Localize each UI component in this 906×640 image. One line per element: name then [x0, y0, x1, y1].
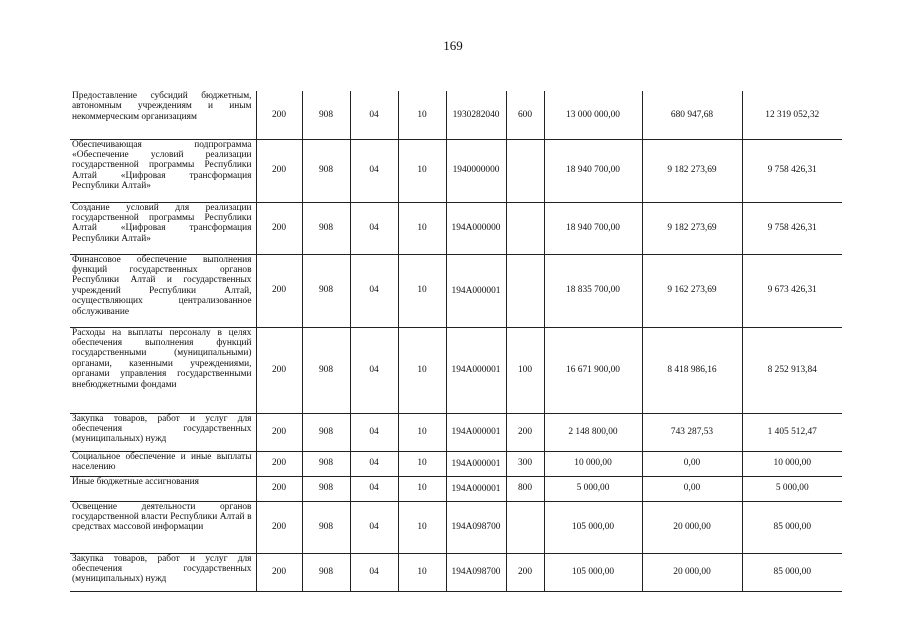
- table-row: [70, 476, 842, 501]
- cell-sum-1: 18 835 700,00: [544, 254, 642, 327]
- cell-vr: 200: [506, 413, 544, 451]
- table-row: [70, 254, 842, 327]
- cell-pr: 10: [398, 91, 446, 139]
- cell-sum-3: 9 673 426,31: [742, 254, 842, 327]
- cell-sum-1: 18 940 700,00: [544, 202, 642, 254]
- page-number: 169: [443, 38, 463, 53]
- cell-vr: 200: [506, 553, 544, 591]
- cell-sum-2: 20 000,00: [642, 501, 742, 553]
- cell-rz: 04: [350, 91, 398, 139]
- cell-vr: 800: [506, 476, 544, 501]
- cell-pr: 10: [398, 254, 446, 327]
- cell-sum-3: 9 758 426,31: [742, 139, 842, 202]
- cell-sum-2: 0,00: [642, 476, 742, 501]
- table-row: [70, 91, 842, 139]
- cell-sum-1: 105 000,00: [544, 501, 642, 553]
- cell-pr: 10: [398, 413, 446, 451]
- cell-sum-1: 105 000,00: [544, 553, 642, 591]
- cell-vr: 300: [506, 451, 544, 476]
- cell-rz: 04: [350, 254, 398, 327]
- cell-vr: [506, 501, 544, 553]
- cell-sum-3: 9 758 426,31: [742, 202, 842, 254]
- row-name: Иные бюджетные ассигнования: [70, 476, 256, 501]
- row-name: Создание условий для реализации государственной программы Республики Алтай «Цифровая трансформация Республики Алтай»: [70, 202, 256, 254]
- cell-csr: 194A000001: [446, 254, 506, 327]
- row-name: Предоставление субсидий бюджетным, автономным учреждениям и иным некоммерческим организациям: [70, 91, 256, 139]
- cell-gr: 908: [302, 91, 350, 139]
- row-name: Расходы на выплаты персоналу в целях обеспечения выполнения функций государственными (муниципальными) органами, казенными учреждениями, органами управления государственными внебюджетными фондами: [70, 327, 256, 413]
- cell-gr: 908: [302, 254, 350, 327]
- cell-pr: 10: [398, 451, 446, 476]
- cell-rz: 04: [350, 553, 398, 591]
- cell-admin: 200: [256, 254, 302, 327]
- row-name: Социальное обеспечение и иные выплаты населению: [70, 451, 256, 476]
- table-row: [70, 413, 842, 451]
- cell-rz: 04: [350, 501, 398, 553]
- cell-sum-1: 13 000 000,00: [544, 91, 642, 139]
- row-name: Закупка товаров, работ и услуг для обеспечения государственных (муниципальных) нужд: [70, 413, 256, 451]
- cell-admin: 200: [256, 327, 302, 413]
- cell-sum-3: 1 405 512,47: [742, 413, 842, 451]
- cell-sum-3: 5 000,00: [742, 476, 842, 501]
- cell-gr: 908: [302, 476, 350, 501]
- cell-sum-1: 10 000,00: [544, 451, 642, 476]
- cell-vr: 100: [506, 327, 544, 413]
- cell-csr: 194A098700: [446, 553, 506, 591]
- row-name: Финансовое обеспечение выполнения функций государственных органов Республики Алтай и государственных учреждений Республики Алтай, осуществляющих централизованное обслуживание: [70, 254, 256, 327]
- cell-pr: 10: [398, 476, 446, 501]
- table-row: [70, 501, 842, 553]
- cell-vr: [506, 139, 544, 202]
- cell-rz: 04: [350, 413, 398, 451]
- cell-gr: 908: [302, 501, 350, 553]
- cell-rz: 04: [350, 202, 398, 254]
- table-row: [70, 327, 842, 413]
- budget-table-body: [70, 91, 842, 591]
- cell-sum-2: 680 947,68: [642, 91, 742, 139]
- cell-csr: 1930282040: [446, 91, 506, 139]
- cell-sum-1: 5 000,00: [544, 476, 642, 501]
- cell-rz: 04: [350, 327, 398, 413]
- row-name: Закупка товаров, работ и услуг для обеспечения государственных (муниципальных) нужд: [70, 553, 256, 591]
- row-name: Обеспечивающая подпрограмма «Обеспечение условий реализации государственной программы Республики Алтай «Цифровая трансформация Республики Алтай»: [70, 139, 256, 202]
- table-row: [70, 553, 842, 591]
- cell-csr: 194A000001: [446, 476, 506, 501]
- cell-gr: 908: [302, 202, 350, 254]
- cell-sum-2: 0,00: [642, 451, 742, 476]
- cell-admin: 200: [256, 202, 302, 254]
- cell-admin: 200: [256, 553, 302, 591]
- cell-sum-3: 8 252 913,84: [742, 327, 842, 413]
- cell-sum-3: 10 000,00: [742, 451, 842, 476]
- cell-gr: 908: [302, 139, 350, 202]
- cell-sum-3: 12 319 052,32: [742, 91, 842, 139]
- cell-pr: 10: [398, 139, 446, 202]
- cell-csr: 194A000001: [446, 413, 506, 451]
- cell-pr: 10: [398, 202, 446, 254]
- cell-sum-1: 2 148 800,00: [544, 413, 642, 451]
- cell-sum-2: 8 418 986,16: [642, 327, 742, 413]
- cell-sum-3: 85 000,00: [742, 501, 842, 553]
- cell-csr: 1940000000: [446, 139, 506, 202]
- cell-gr: 908: [302, 451, 350, 476]
- cell-admin: 200: [256, 91, 302, 139]
- cell-rz: 04: [350, 139, 398, 202]
- cell-admin: 200: [256, 451, 302, 476]
- cell-pr: 10: [398, 501, 446, 553]
- cell-rz: 04: [350, 451, 398, 476]
- cell-vr: 600: [506, 91, 544, 139]
- cell-admin: 200: [256, 413, 302, 451]
- cell-csr: 194A098700: [446, 501, 506, 553]
- cell-csr: 194A000001: [446, 327, 506, 413]
- cell-pr: 10: [398, 327, 446, 413]
- cell-sum-2: 9 182 273,69: [642, 139, 742, 202]
- cell-pr: 10: [398, 553, 446, 591]
- cell-admin: 200: [256, 501, 302, 553]
- cell-sum-1: 18 940 700,00: [544, 139, 642, 202]
- row-name: Освещение деятельности органов государственной власти Республики Алтай в средствах массовой информации: [70, 501, 256, 553]
- cell-gr: 908: [302, 413, 350, 451]
- cell-vr: [506, 254, 544, 327]
- table-row: [70, 202, 842, 254]
- cell-admin: 200: [256, 139, 302, 202]
- cell-csr: 194A000001: [446, 451, 506, 476]
- cell-sum-2: 9 162 273,69: [642, 254, 742, 327]
- cell-sum-2: 20 000,00: [642, 553, 742, 591]
- cell-vr: [506, 202, 544, 254]
- budget-table: [70, 91, 842, 592]
- cell-sum-3: 85 000,00: [742, 553, 842, 591]
- cell-sum-1: 16 671 900,00: [544, 327, 642, 413]
- cell-sum-2: 9 182 273,69: [642, 202, 742, 254]
- cell-admin: 200: [256, 476, 302, 501]
- table-row: [70, 139, 842, 202]
- table-row: [70, 451, 842, 476]
- cell-gr: 908: [302, 553, 350, 591]
- cell-csr: 194A000000: [446, 202, 506, 254]
- cell-rz: 04: [350, 476, 398, 501]
- cell-gr: 908: [302, 327, 350, 413]
- cell-sum-2: 743 287,53: [642, 413, 742, 451]
